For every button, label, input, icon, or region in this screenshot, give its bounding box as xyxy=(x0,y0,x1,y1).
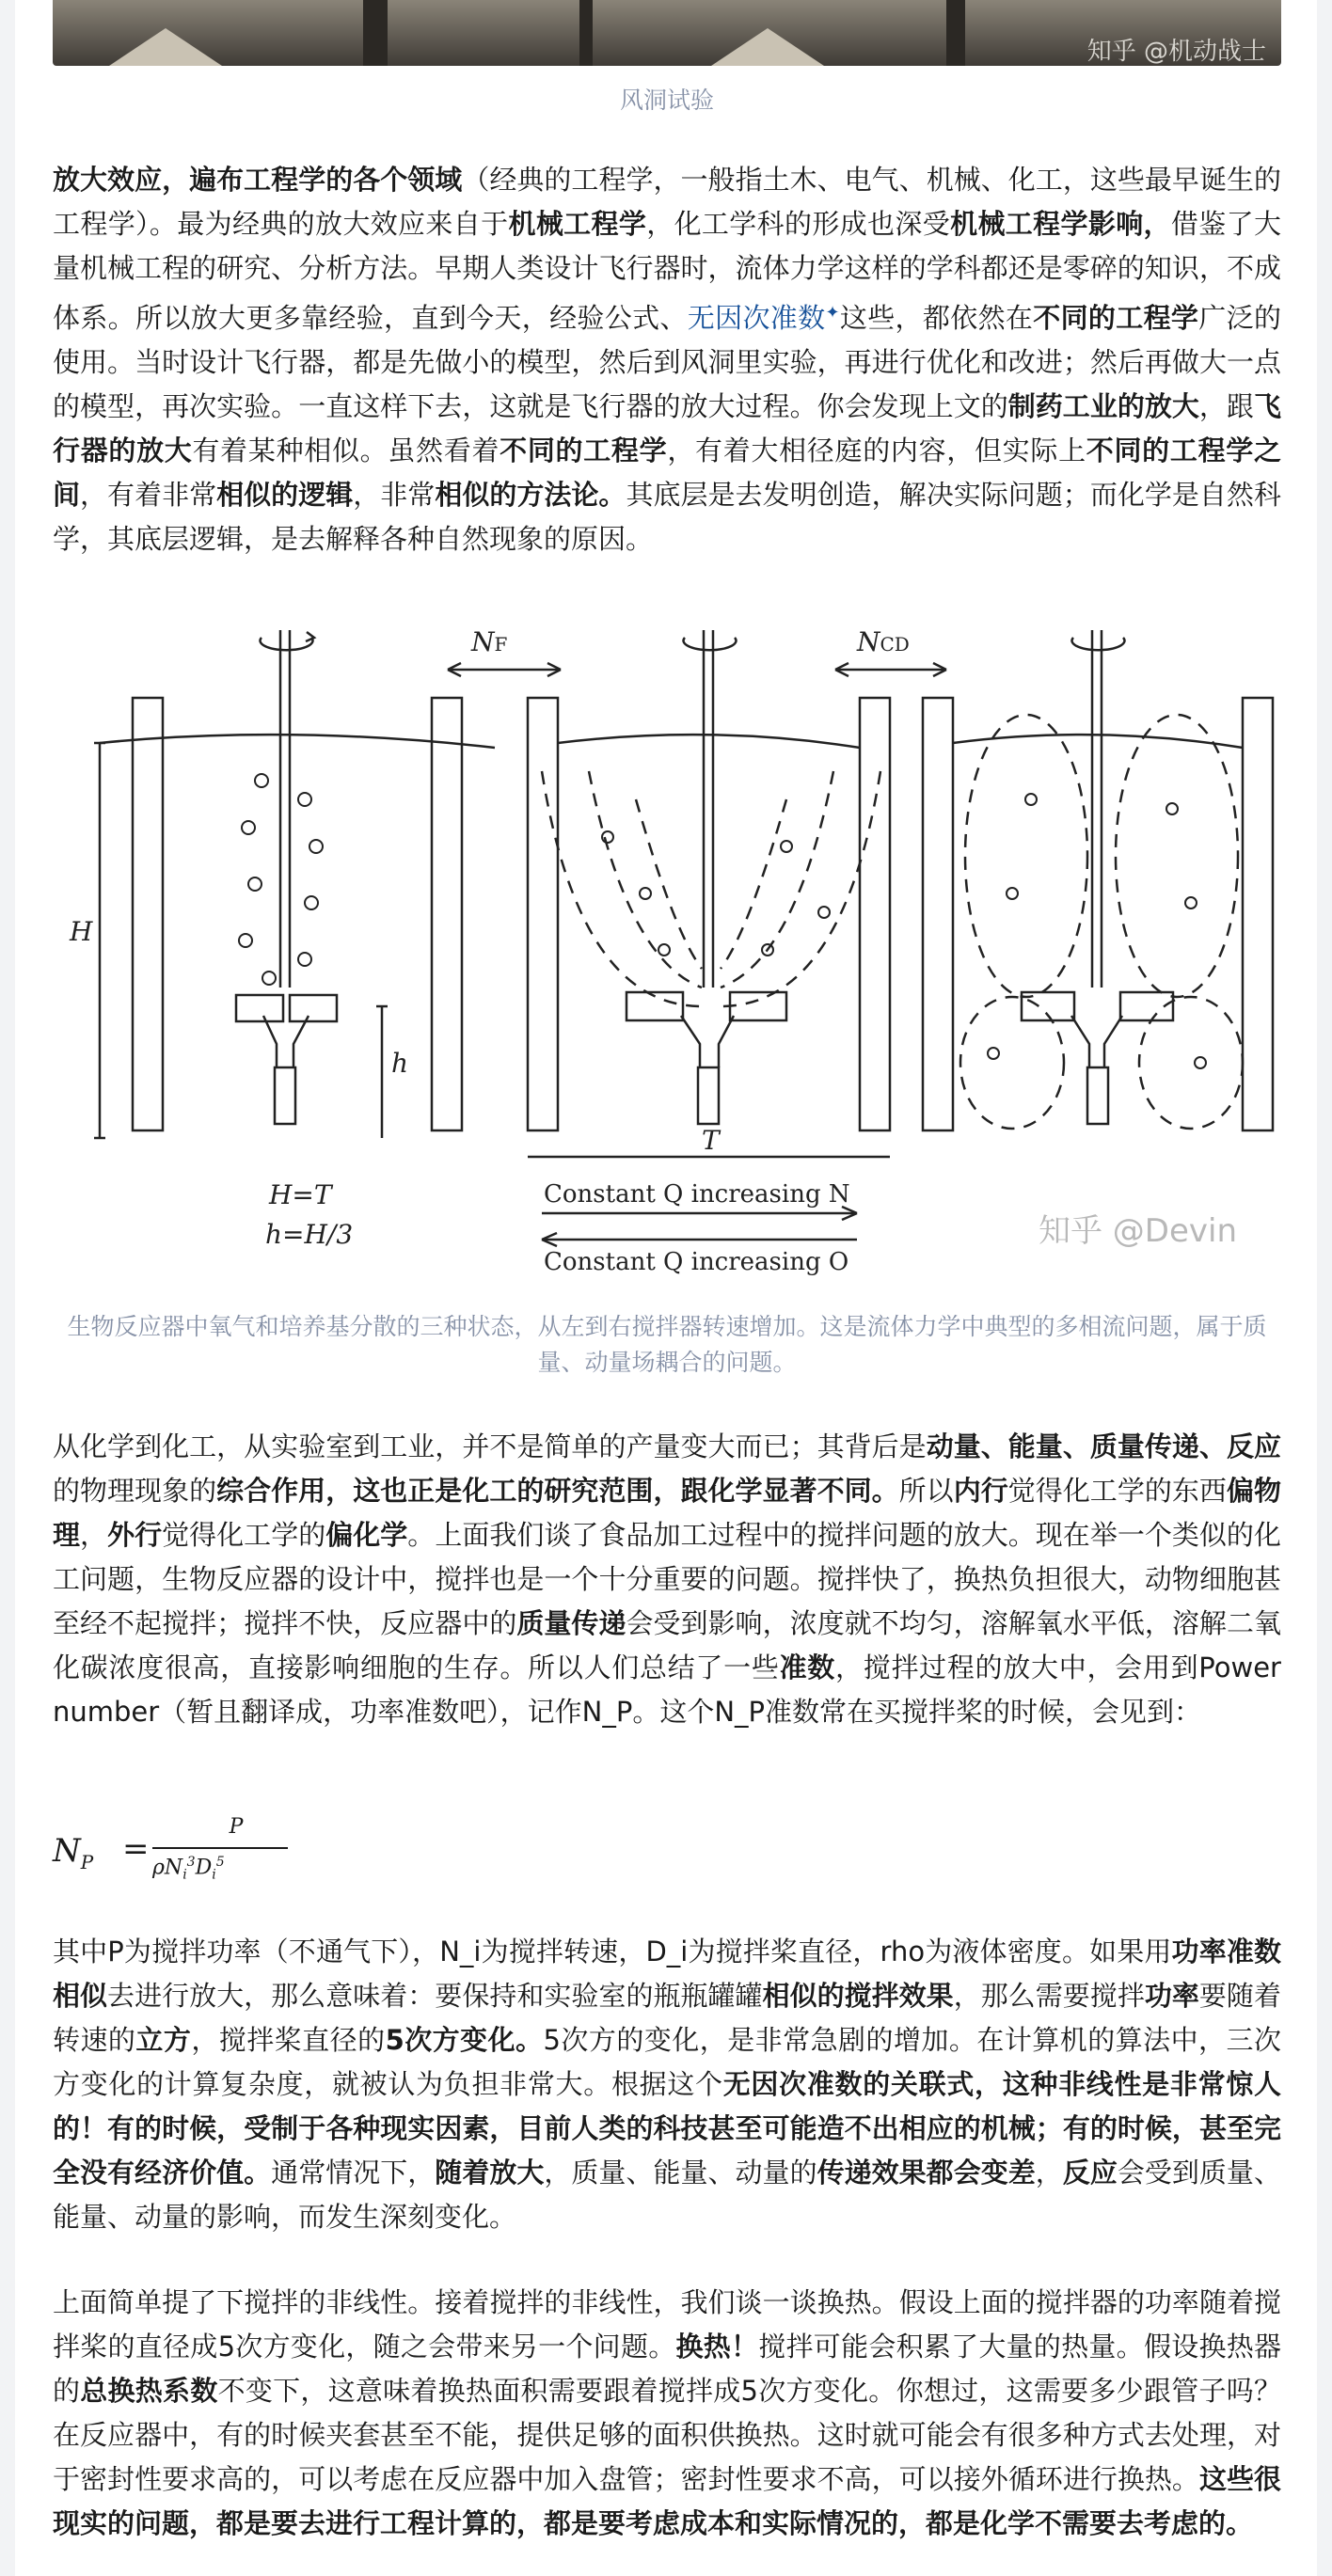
formula-lhs: $N_P$ xyxy=(53,1832,94,1873)
power-number-formula xyxy=(53,1815,617,1890)
label-constant-q-o: Constant Q increasing O xyxy=(544,1248,849,1276)
label-eq2: h=H/3 xyxy=(265,1219,354,1250)
image-caption: 风洞试验 xyxy=(619,87,714,114)
label-nf: NF xyxy=(471,626,508,657)
image-watermark: 知乎 @机动战士 xyxy=(1086,38,1266,66)
bioreactor-diagram xyxy=(53,611,1281,1281)
figure-caption: 生物反应器中氧气和培养基分散的三种状态，从左到右搅拌器转速增加。这是流体力学中典型的多相流问题，属于质量、动量场耦合的问题。 xyxy=(67,1313,1267,1376)
label-ncd: NCD xyxy=(857,626,910,657)
article-page xyxy=(15,0,1317,2576)
paragraph-amplification-effect: 放大效应，遍布工程学的各个领域（经典的工程学，一般指土木、电气、机械、化工，这些最早诞生的工程学）。最为经典的放大效应来自于机械工程学，化工学科的形成也深受机械工程学影响，借鉴了大量机械工程的研究、分析方法。早期人类设计飞行器时，流体力学这样的学科都还是零碎的知识，不成体系。所以放大更多靠经验，直到今天，经验公式、无因次准数✦这些，都依然在不同的工程学广泛的使用。当时设计飞行器，都是先做小的模型，然后到风洞里实验，再进行优化和改进；然后再做大一点的模型，再次实验。一直这样下去，这就是飞行器的放大过程。你会发现上文的制药工业的放大，跟飞行器的放大有着某种相似。虽然看着不同的工程学，有着大相径庭的内容，但实际上不同的工程学之间，有着非常相似的逻辑，非常相似的方法论。其底层是去发明创造，解决实际问题；而化学是自然科学，其底层逻辑，是去解释各种自然现象的原因。 xyxy=(53,164,1281,555)
dimensionless-number-link[interactable]: 无因次准数✦ xyxy=(687,302,840,334)
figure-watermark: 知乎 @Devin xyxy=(1039,1212,1238,1250)
formula-numerator: P xyxy=(229,1815,244,1839)
label-eq1: H=T xyxy=(269,1179,332,1210)
paragraph-power-scaling: 其中P为搅拌功率（不通气下），N_i为搅拌转速，D_i为搅拌桨直径，rho为液体密度。如果用功率准数相似去进行放大，那么意味着：要保持和实验室的瓶瓶罐罐相似的搅拌效果，那么需要搅拌功率要随着转速的立方，搅拌桨直径的5次方变化。5次方的变化，是非常急剧的增加。在计算机的算法中，三次方变化的计算复杂度，就被认为负担非常大。根据这个无因次准数的关联式，这种非线性是非常惊人的！有的时候，受制于各种现实因素，目前人类的科技甚至可能造不出相应的机械；有的时候，甚至完全没有经济价值。通常情况下，随着放大，质量、能量、动量的传递效果都会变差，反应会受到质量、能量、动量的影响，而发生深刻变化。 xyxy=(53,1936,1281,2233)
label-constant-q-n: Constant Q increasing N xyxy=(544,1180,850,1209)
label-H: H xyxy=(70,916,93,947)
fraction-bar xyxy=(152,1847,288,1849)
formula-denominator: $\rho N_i^3D_i^5$ xyxy=(152,1855,225,1883)
bioreactor-figure xyxy=(53,611,1281,1281)
label-T: T xyxy=(702,1125,720,1156)
wind-tunnel-image xyxy=(53,0,1281,66)
paragraph-heat-transfer: 上面简单提了下搅拌的非线性。接着搅拌的非线性，我们谈一谈换热。假设上面的搅拌器的功率随着搅拌桨的直径成5次方变化，随之会带来另一个问题。换热！搅拌可能会积累了大量的热量。假设换热器的总换热系数不变下，这意味着换热面积需要跟着搅拌成5次方变化。你想过，这需要多少跟管子吗？在反应器中，有的时候夹套甚至不能，提供足够的面积供换热。这时就可能会有很多种方式去处理，对于密封性要求高的，可以考虑在反应器中加入盘管；密封性要求不高，可以接外循环进行换热。这些很现实的问题，都是要去进行工程计算的，都是要考虑成本和实际情况的，都是化学不需要去考虑的。 xyxy=(53,2286,1281,2539)
paragraph-chem-to-chemeng: 从化学到化工，从实验室到工业，并不是简单的产量变大而已；其背后是动量、能量、质量传递、反应的物理现象的综合作用，这也正是化工的研究范围，跟化学显著不同。所以内行觉得化工学的东西偏物理，外行觉得化工学的偏化学。上面我们谈了食品加工过程中的搅拌问题的放大。现在举一个类似的化工问题，生物反应器的设计中，搅拌也是一个十分重要的问题。搅拌快了，换热负担很大，动物细胞甚至经不起搅拌；搅拌不快，反应器中的质量传递会受到影响，浓度就不均匀，溶解氧水平低，溶解二氧化碳浓度很高，直接影响细胞的生存。所以人们总结了一些准数，搅拌过程的放大中，会用到Power number（暂且翻译成，功率准数吧），记作N_P。这个N_P准数常在买搅拌桨的时候，会见到： xyxy=(53,1430,1281,1728)
link-spark-icon: ✦ xyxy=(825,303,840,323)
label-h: h xyxy=(391,1048,409,1079)
formula-equals: = xyxy=(122,1830,150,1868)
